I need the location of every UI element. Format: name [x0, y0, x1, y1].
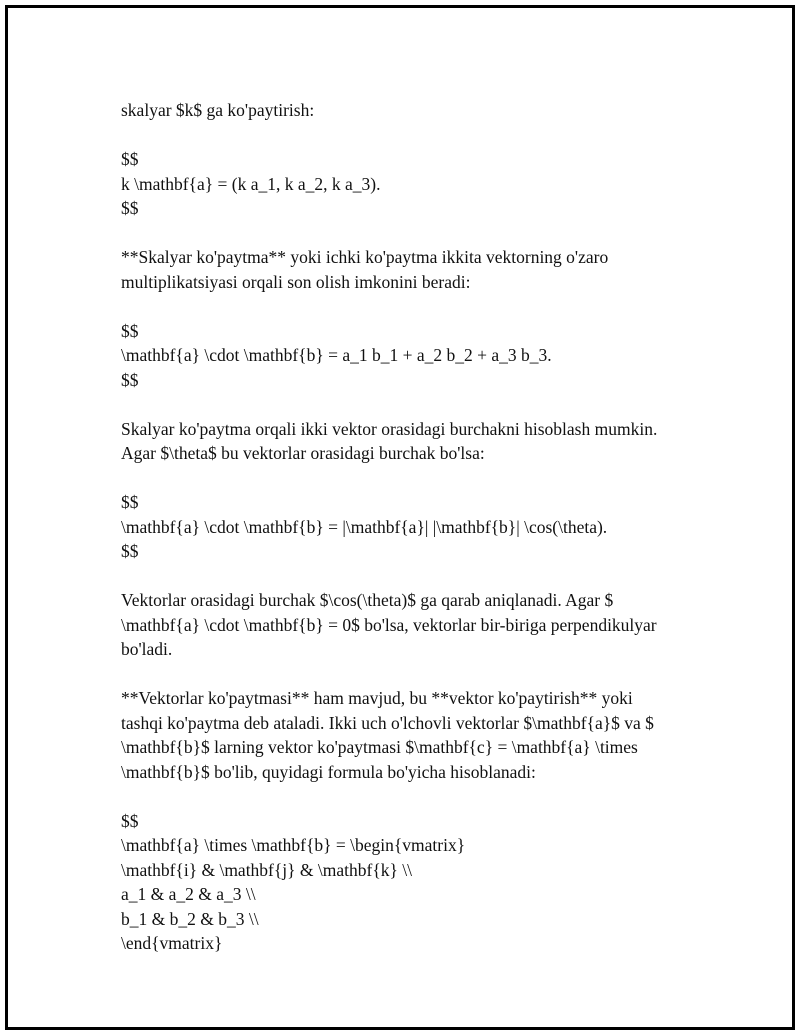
- document-body: [121, 98, 721, 956]
- math-delimiter: $$: [121, 320, 139, 341]
- text-line: bo'ladi.: [121, 639, 173, 659]
- blank-line: [121, 221, 721, 246]
- page-frame: [5, 5, 795, 1030]
- math-delimiter: $$: [121, 198, 139, 218]
- math-line: k \mathbf{a} = (k a_1, k a_2, k a_3).: [121, 173, 381, 194]
- math-delimiter: $$: [121, 149, 139, 169]
- blank-line: [121, 784, 721, 809]
- math-line: \mathbf{i} & \mathbf{j} & \mathbf{k} \\: [121, 859, 412, 880]
- text-line: multiplikatsiyasi orqali son olish imkonini beradi:: [121, 271, 471, 292]
- math-delimiter: $$: [121, 492, 139, 512]
- text-line: \mathbf{b}$ bo'lib, quyidagi formula bo'yicha hisoblanadi:: [121, 761, 536, 782]
- text-line: Agar $\theta$ bu vektorlar orasidagi burchak bo'lsa:: [121, 443, 485, 463]
- text-line: tashqi ko'paytma deb ataladi. Ikki uch o'lchovli vektorlar $\mathbf{a}$ va $: [121, 712, 654, 733]
- blank-line: [121, 392, 721, 417]
- blank-line: [121, 662, 721, 687]
- text-line: **Skalyar ko'paytma** yoki ichki ko'paytma ikkita vektorning o'zaro: [121, 247, 609, 267]
- blank-line: [121, 564, 721, 589]
- math-delimiter: $$: [121, 810, 139, 831]
- math-line: \mathbf{a} \cdot \mathbf{b} = |\mathbf{a}| |\mathbf{b}| \cos(\theta).: [121, 516, 608, 537]
- math-line: \mathbf{a} \times \mathbf{b} = \begin{vmatrix}: [121, 835, 466, 855]
- math-line: \mathbf{a} \cdot \mathbf{b} = a_1 b_1 + a_2 b_2 + a_3 b_3.: [121, 345, 552, 365]
- math-line: b_1 & b_2 & b_3 \\: [121, 908, 259, 929]
- text-line: \mathbf{b}$ larning vektor ko'paytmasi $\mathbf{c} = \mathbf{a} \times: [121, 737, 638, 757]
- math-line: a_1 & a_2 & a_3 \\: [121, 884, 256, 904]
- blank-line: [121, 123, 721, 148]
- blank-line: [121, 294, 721, 319]
- math-line: \end{vmatrix}: [121, 933, 223, 953]
- text-line: \mathbf{a} \cdot \mathbf{b} = 0$ bo'lsa, vektorlar bir-biriga perpendikulyar: [121, 614, 657, 635]
- math-delimiter: $$: [121, 369, 139, 390]
- text-line: Vektorlar orasidagi burchak $\cos(\theta)$ ga qarab aniqlanadi. Agar $: [121, 590, 614, 610]
- blank-line: [121, 466, 721, 491]
- math-delimiter: $$: [121, 541, 139, 561]
- text-line: Skalyar ko'paytma orqali ikki vektor orasidagi burchakni hisoblash mumkin.: [121, 418, 658, 439]
- text-line: skalyar $k$ ga ko'paytirish:: [121, 100, 315, 120]
- text-line: **Vektorlar ko'paytmasi** ham mavjud, bu **vektor ko'paytirish** yoki: [121, 688, 633, 708]
